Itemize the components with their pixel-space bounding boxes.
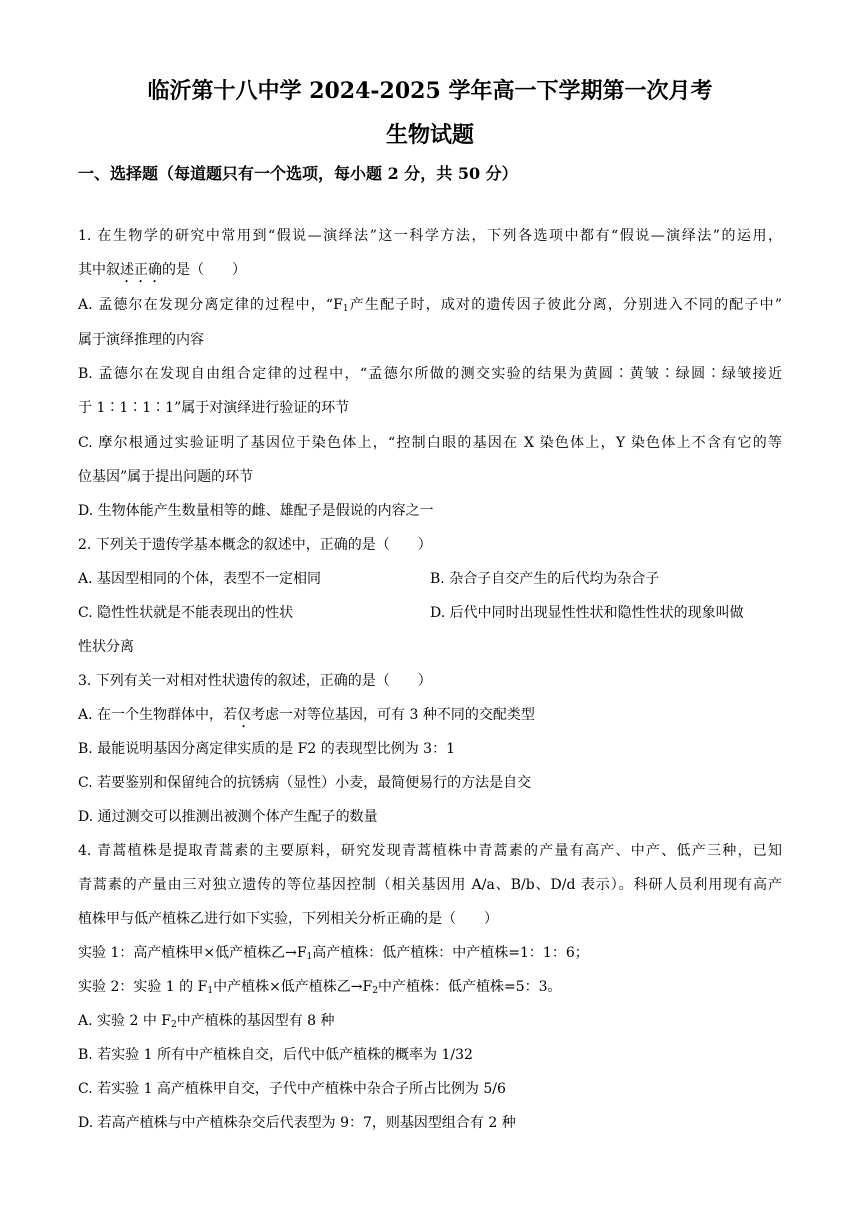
option-d: D. 通过测交可以推测出被测个体产生配子的数量	[78, 809, 378, 825]
option-c: C. 若实验 1 高产植株甲自交，子代中产植株中杂合子所占比例为 5/6	[78, 1081, 506, 1097]
text-run: 实验 1：高产植株甲×低产植株乙→F	[78, 945, 307, 961]
text-run: 实验 2：实验 1 的 F	[78, 979, 208, 995]
option-b: B. 孟德尔在发现自由组合定律的过程中，“孟德尔所做的测交实验的结果为黄圆∶黄皱∶绿圆∶绿皱接近	[78, 366, 782, 382]
option-a-cont: 属于演绎推理的内容	[78, 332, 204, 348]
text-run: A. 实验 2 中 F	[78, 1013, 171, 1029]
text-run: 中产植株：低产植株=5：3。	[378, 979, 562, 995]
subscript: 1	[207, 986, 214, 996]
option-c: C. 摩尔根通过实验证明了基因位于染色体上，“控制白眼的基因在 X 染色体上，Y 染色体上不含有它的等	[78, 435, 782, 451]
section-heading: 一、选择题（每道题只有一个选项，每小题 2 分，共 50 分）	[78, 164, 518, 183]
option-d: D. 若高产植株与中产植株杂交后代表型为 9：7，则基因型组合有 2 种	[78, 1115, 516, 1131]
option-b-cont: 于 1∶1∶1∶1”属于对演绎进行验证的环节	[78, 400, 350, 416]
text-run: 中产植株的基因型有 8 种	[176, 1013, 335, 1029]
text-run: 产生配子时，成对的遗传因子彼此分离，分别进入不同的配子中”	[348, 297, 782, 313]
option-a	[78, 705, 535, 731]
exam-subject: 生物试题	[385, 122, 474, 148]
exam-title: 临沂第十八中学 2024-2025 学年高一下学期第一次月考	[147, 78, 713, 104]
experiment-1	[78, 943, 589, 963]
option-a	[78, 295, 782, 315]
text-run: 高产植株：低产植株：中产植株=1：1：6；	[312, 945, 589, 961]
text-run: A. 在一个生物群体中，若	[78, 707, 238, 723]
option-d-cont: 性状分离	[78, 639, 134, 655]
option-c: C. 隐性性状就是不能表现出的性状	[78, 605, 294, 621]
option-c: C. 若要鉴别和保留纯合的抗锈病（显性）小麦，最简便易行的方法是自交	[78, 775, 532, 791]
option-b: B. 若实验 1 所有中产植株自交，后代中低产植株的概率为 1/32	[78, 1047, 473, 1063]
text-run: 中产植株×低产植株乙→F	[213, 979, 373, 995]
question-stem: 1. 在生物学的研究中常用到“假说—演绎法”这一科学方法，下列各选项中都有“假说—演绎法”的运用，	[78, 228, 782, 244]
question-stem: 4. 青蒿植株是提取青蒿素的主要原料，研究发现青蒿植株中青蒿素的产量有高产、中产、低产三种，已知	[78, 843, 782, 859]
experiment-2	[78, 977, 562, 997]
text-run: 考虑一对等位基因，可有 3 种不同的交配类型	[251, 707, 535, 723]
option-b: B. 杂合子自交产生的后代均为杂合子	[430, 571, 660, 587]
option-a	[78, 1011, 335, 1031]
emphasis-text: 述正确	[120, 262, 162, 278]
text-run: 其中叙	[78, 262, 120, 278]
text-run: 的是（ ）	[162, 262, 246, 278]
subscript: 2	[170, 1020, 177, 1030]
subscript: 1	[306, 952, 313, 962]
option-d: D. 生物体能产生数量相等的雌、雄配子是假说的内容之一	[78, 503, 434, 519]
question-stem-cont: 青蒿素的产量由三对独立遗传的等位基因控制（相关基因用 A/a、B/b、D/d 表示）。科研人员利用现有高产	[78, 877, 782, 893]
subscript: 1	[342, 304, 349, 314]
option-a: A. 基因型相同的个体，表型不一定相同	[78, 571, 322, 587]
question-stem: 3. 下列有关一对相对性状遗传的叙述，正确的是（ ）	[78, 673, 432, 689]
question-stem-cont	[78, 260, 246, 286]
question-stem: 2. 下列关于遗传学基本概念的叙述中，正确的是（ ）	[78, 537, 432, 553]
emphasis-text: 仅	[237, 707, 252, 723]
subscript: 2	[372, 986, 378, 996]
option-d: D. 后代中同时出现显性性状和隐性性状的现象叫做	[430, 605, 744, 621]
option-b: B. 最能说明基因分离定律实质的是 F2 的表现型比例为 3：1	[78, 741, 455, 757]
text-run: A. 孟德尔在发现分离定律的过程中，“F	[78, 297, 343, 313]
question-stem-cont: 植株甲与低产植株乙进行如下实验，下列相关分析正确的是（ ）	[78, 911, 498, 927]
option-c-cont: 位基因”属于提出问题的环节	[78, 469, 254, 485]
